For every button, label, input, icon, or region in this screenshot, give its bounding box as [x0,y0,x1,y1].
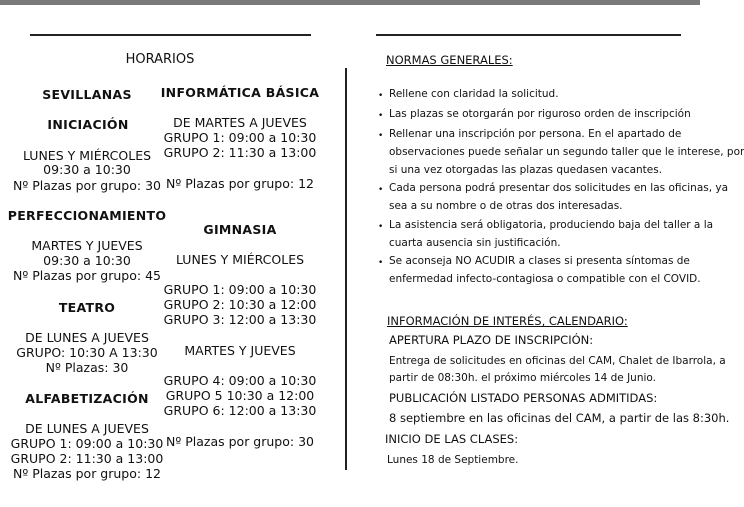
informatica-title: INFORMÁTICA BÁSICA [160,85,320,100]
apertura-line-2: partir de 08:30h. el próximo miércoles 14 de Junio. [389,372,656,384]
apertura-line-1: Entrega de solicitudes en oficinas del CAM, Chalet de Ibarrola, a [389,355,726,367]
iniciacion-days: LUNES Y MIÉRCOLES [22,148,152,163]
norma-6-line-1: Se aconseja NO ACUDIR a clases si presenta síntomas de [389,255,690,267]
info-title: INFORMACIÓN DE INTERÉS, CALENDARIO: [387,314,628,328]
bullet-icon: • [378,222,384,232]
gimnasia-title: GIMNASIA [203,222,277,237]
right-top-rule [376,34,681,36]
norma-3-line-3: si una vez otorgadas las plazas quedasen vacantes. [389,164,663,176]
top-border [0,0,700,5]
norma-5-line-2: cuarta ausencia sin justificación. [389,237,561,249]
gimnasia-group-1: GRUPO 1: 09:00 a 10:30 [163,282,317,297]
gimnasia-group-5: GRUPO 5 10:30 a 12:00 [165,388,315,403]
gimnasia-group-6: GRUPO 6: 12:00 a 13:30 [163,403,317,418]
alfabetizacion-group-2: GRUPO 2: 11:30 a 13:00 [10,451,164,466]
norma-4-line-1: Cada persona podrá presentar dos solicitudes en las oficinas, ya [389,182,729,194]
bullet-icon: • [378,258,384,268]
alfabetizacion-title: ALFABETIZACIÓN [25,391,149,406]
gimnasia-group-2: GRUPO 2: 10:30 a 12:00 [163,297,317,312]
apertura-title: APERTURA PLAZO DE INSCRIPCIÓN: [389,333,594,347]
iniciacion-plazas: Nº Plazas por grupo: 30 [13,178,161,193]
informatica-group-1: GRUPO 1: 09:00 a 10:30 [163,130,317,145]
inicio-line: Lunes 18 de Septiembre. [387,454,519,466]
perfeccionamiento-time: 09:30 a 10:30 [43,253,131,268]
alfabetizacion-days: DE LUNES A JUEVES [25,421,149,436]
teatro-days: DE LUNES A JUEVES [25,330,149,345]
perfeccionamiento-plazas: Nº Plazas por grupo: 45 [13,268,161,283]
gimnasia-plazas: Nº Plazas por grupo: 30 [166,434,314,449]
informatica-plazas: Nº Plazas por grupo: 12 [166,176,314,191]
iniciacion-time: 09:30 a 10:30 [43,162,131,177]
gimnasia-days-2: MARTES Y JUEVES [184,343,296,358]
perfeccionamiento-title: PERFECCIONAMIENTO [7,208,167,223]
informatica-days: DE MARTES A JUEVES [173,115,307,130]
norma-3-line-1: Rellenar una inscripción por persona. En el apartado de [389,128,682,140]
horarios-title: HORARIOS [125,52,195,67]
gimnasia-days-1: LUNES Y MIÉRCOLES [175,252,305,267]
left-top-rule [30,34,311,36]
alfabetizacion-group-1: GRUPO 1: 09:00 a 10:30 [10,436,164,451]
alfabetizacion-plazas: Nº Plazas por grupo: 12 [13,466,161,481]
norma-1: Rellene con claridad la solicitud. [389,88,559,100]
iniciacion-title: INICIACIÓN [47,117,129,132]
sevillanas-title: SEVILLANAS [42,87,132,102]
bullet-icon: • [378,91,384,101]
teatro-title: TEATRO [58,300,116,315]
normas-title: NORMAS GENERALES: [386,53,513,67]
publicacion-line: 8 septiembre en las oficinas del CAM, a partir de las 8:30h. [389,411,730,425]
teatro-plazas: Nº Plazas: 30 [45,360,129,375]
vertical-divider [345,68,347,470]
norma-2: Las plazas se otorgarán por riguroso orden de inscripción [389,108,691,120]
bullet-icon: • [378,111,384,121]
teatro-group: GRUPO: 10:30 A 13:30 [16,345,158,360]
norma-6-line-2: enfermedad infecto-contagiosa o compatible con el COVID. [389,273,701,285]
informatica-group-2: GRUPO 2: 11:30 a 13:00 [163,145,317,160]
publicacion-title: PUBLICACIÓN LISTADO PERSONAS ADMITIDAS: [389,391,658,405]
gimnasia-group-4: GRUPO 4: 09:00 a 10:30 [163,373,317,388]
norma-3-line-2: observaciones puede señalar un segundo taller que le interese, por [389,146,744,158]
norma-5-line-1: La asistencia será obligatoria, produciendo baja del taller a la [389,219,714,231]
bullet-icon: • [378,131,384,141]
gimnasia-group-3: GRUPO 3: 12:00 a 13:30 [163,312,317,327]
perfeccionamiento-days: MARTES Y JUEVES [31,238,143,253]
inicio-title: INICIO DE LAS CLASES: [385,432,519,446]
bullet-icon: • [378,185,384,195]
norma-4-line-2: sea a su nombre o de otras dos interesadas. [389,200,623,212]
